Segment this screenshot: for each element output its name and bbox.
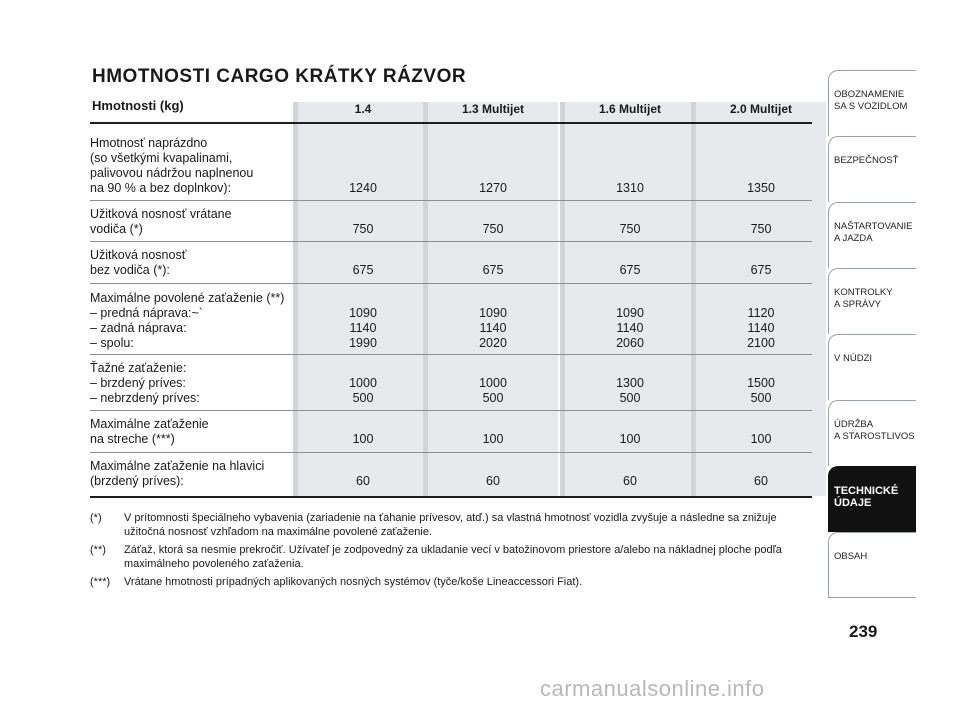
table-cell: 750	[750, 222, 772, 236]
row-divider	[90, 200, 812, 201]
table-cell: 60	[486, 474, 500, 488]
row-divider	[90, 410, 812, 411]
table-cell: 1000 500	[479, 376, 507, 405]
footnote	[90, 512, 812, 539]
row-label: Ťažné zaťaženie: – brzdený príves: – nebrzdený príves:	[90, 361, 200, 405]
table-cell: 750	[619, 222, 641, 236]
tab-technicke-udaje[interactable]: TECHNICKÉ ÚDAJE	[828, 466, 916, 532]
table-cell: 1270	[479, 181, 507, 195]
table-cell: 1090 1140 2060	[616, 306, 644, 350]
table-cell: 60	[623, 474, 637, 488]
table-cell: 750	[352, 222, 374, 236]
table-cell: 1300 500	[616, 376, 644, 405]
row-divider	[90, 283, 812, 284]
column-header: 1.4	[354, 102, 372, 116]
table-cell: 1240	[349, 181, 377, 195]
weights-table	[90, 98, 812, 500]
table-cell: 1120 1140 2100	[747, 306, 775, 350]
footnote-text: V prítomnosti špeciálneho vybavenia (zariadenie na ťahanie prívesov, atď.) sa vlastná hmotnosť vozidla zvyšuje a následne sa znižuje užitočná nosnosť vzhľadom na maximálne povolené zaťaženie.	[124, 512, 777, 538]
row-label: Hmotnosť naprázdno (so všetkými kvapalinami, palivovou nádržou naplnenou na 90 % a bez doplnkov):	[90, 136, 254, 195]
table-cell: 60	[356, 474, 370, 488]
row-divider	[90, 241, 812, 242]
row-label: Užitková nosnosť bez vodiča (*):	[90, 248, 187, 277]
table-cell: 100	[619, 432, 641, 446]
column-header: 1.3 Multijet	[461, 102, 524, 116]
footnote-mark: (**)	[90, 544, 106, 556]
footnote-text: Záťaž, ktorá sa nesmie prekročiť. Užívateľ je zodpovedný za ukladanie vecí v batožinovom priestore a/alebo na nákladnej ploche podľa maximálneho povoleného zaťaženia.	[124, 544, 782, 570]
table-header-label: Hmotnosti (kg)	[92, 98, 184, 113]
tab-kontrolky[interactable]: KONTROLKY A SPRÁVY	[828, 268, 916, 334]
column-header: 2.0 Multijet	[729, 102, 792, 116]
chapter-tabs	[828, 70, 916, 598]
footnote-mark: (*)	[90, 512, 102, 524]
table-cell: 1090 1140 1990	[349, 306, 377, 350]
tab-udrzba[interactable]: ÚDRŽBA A STAROSTLIVOS	[828, 400, 916, 466]
row-divider	[90, 354, 812, 355]
table-cell: 1350	[747, 181, 775, 195]
row-label: Maximálne povolené zaťaženie (**) – predná náprava:~` – zadná náprava: – spolu:	[90, 291, 285, 350]
tab-bezpecnost[interactable]: BEZPEČNOSŤ	[828, 136, 916, 202]
table-bottom-rule	[90, 496, 812, 498]
footnotes	[90, 512, 812, 595]
footnote	[90, 576, 812, 590]
table-cell: 675	[352, 263, 374, 277]
table-cell: 1000 500	[349, 376, 377, 405]
table-cell: 100	[482, 432, 504, 446]
row-divider	[90, 452, 812, 453]
footnote	[90, 544, 812, 571]
table-cell: 750	[482, 222, 504, 236]
table-cell: 100	[750, 432, 772, 446]
footnote-mark: (***)	[90, 576, 111, 588]
footnote-text: Vrátane hmotnosti prípadných aplikovaných nosných systémov (tyče/koše Lineaccessori Fiat).	[124, 576, 583, 588]
tab-nastartovanie[interactable]: NAŠTARTOVANIE A JAZDA	[828, 202, 916, 268]
table-cell: 60	[754, 474, 768, 488]
column-header: 1.6 Multijet	[598, 102, 661, 116]
row-label: Maximálne zaťaženie na hlavici (brzdený príves):	[90, 459, 265, 488]
row-label: Užitková nosnosť vrátane vodiča (*)	[90, 207, 232, 236]
tab-obsah[interactable]: OBSAH	[828, 532, 916, 598]
table-cell: 1090 1140 2020	[479, 306, 507, 350]
table-cell: 1310	[616, 181, 644, 195]
page-title: HMOTNOSTI CARGO KRÁTKY RÁZVOR	[92, 66, 467, 87]
table-cell: 675	[482, 263, 504, 277]
table-cell: 675	[750, 263, 772, 277]
table-cell: 1500 500	[747, 376, 775, 405]
tab-oboznamenie[interactable]: OBOZNAMENIE SA S VOZIDLOM	[828, 70, 916, 136]
table-cell: 100	[352, 432, 374, 446]
header-rule	[90, 122, 812, 124]
row-label: Maximálne zaťaženie na streche (***)	[90, 417, 209, 446]
watermark: carmanualsonline.info	[540, 676, 765, 701]
table-cell: 675	[619, 263, 641, 277]
page-number: 239	[849, 622, 878, 641]
tab-v-nudzi[interactable]: V NÚDZI	[828, 334, 916, 400]
